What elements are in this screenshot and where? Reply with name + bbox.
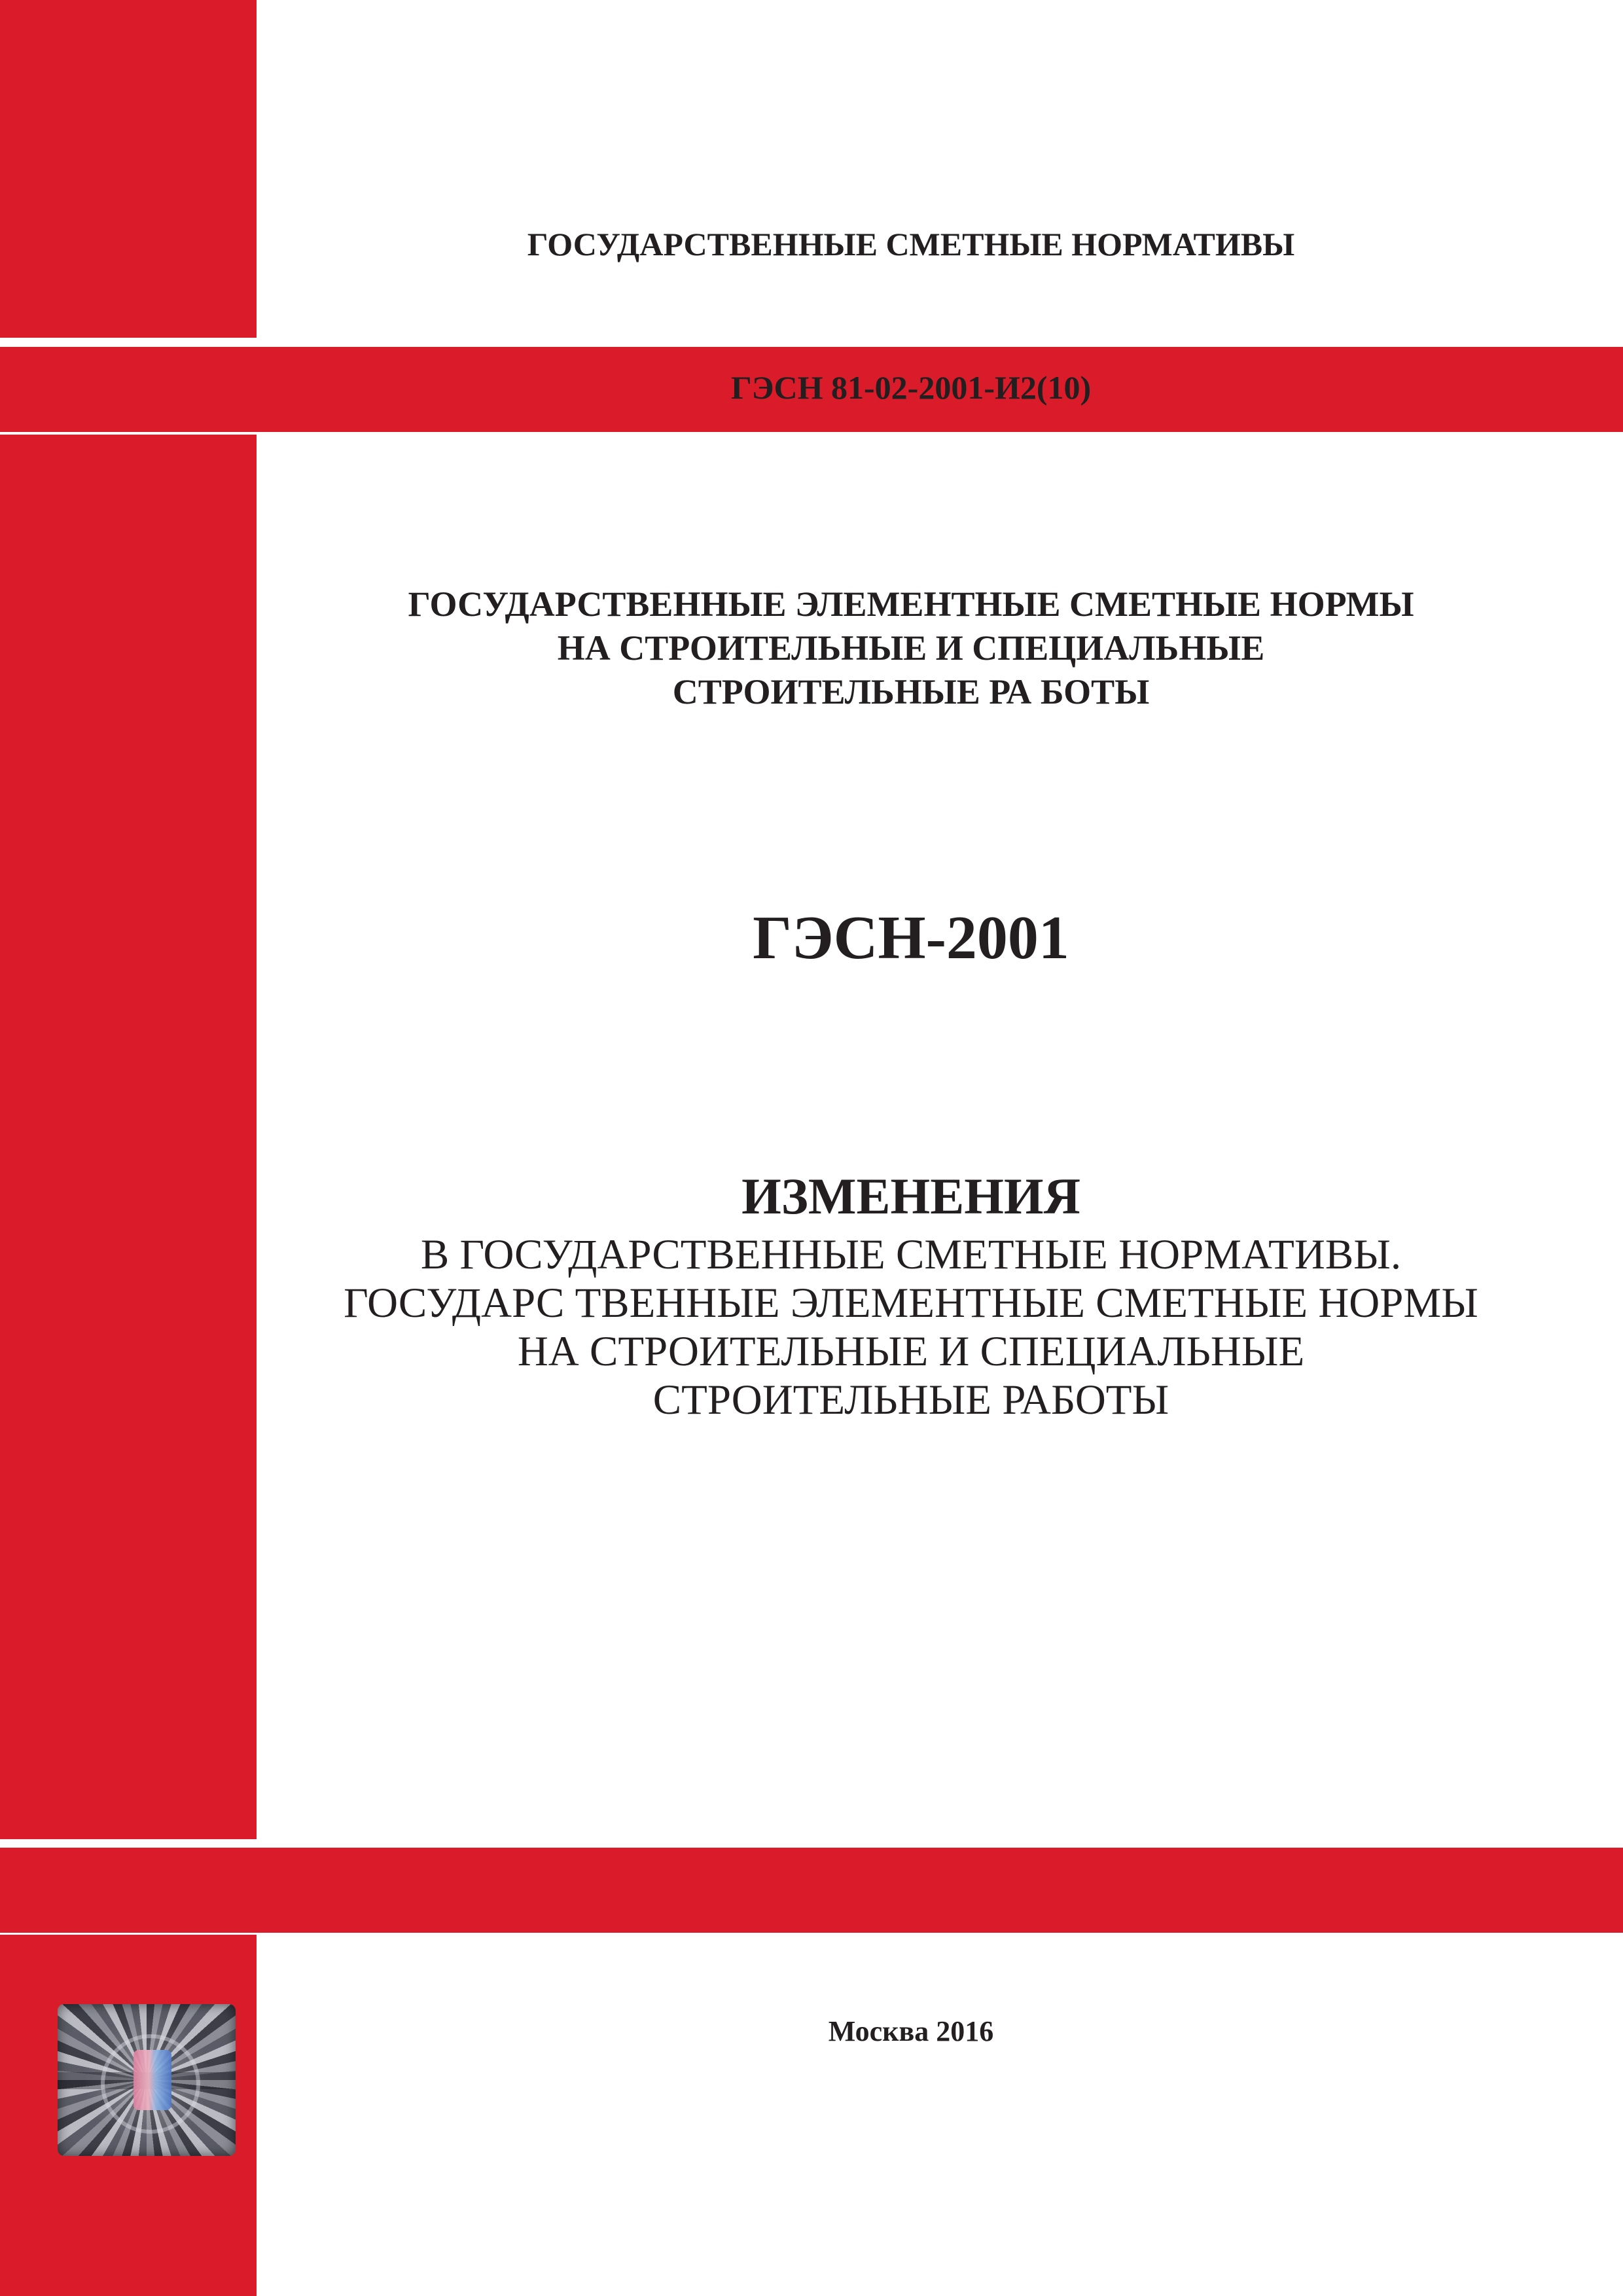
document-code: ГЭСН 81-02-2001-И2(10) bbox=[730, 369, 1092, 406]
changes-description-line: СТРОИТЕЛЬНЫЕ РАБОТЫ bbox=[652, 1376, 1169, 1424]
changes-heading: ИЗМЕНЕНИЯ bbox=[741, 1168, 1080, 1225]
changes-description-line: ГОСУДАРС ТВЕННЫЕ ЭЛЕМЕНТНЫЕ СМЕТНЫЕ НОРМЫ bbox=[344, 1280, 1478, 1327]
hologram-sticker-icon bbox=[58, 2004, 236, 2156]
red-stripe-left-top bbox=[0, 0, 257, 338]
main-title-line: СТРОИТЕЛЬНЫЕ РА БОТЫ bbox=[672, 672, 1150, 711]
changes-description-line: НА СТРОИТЕЛЬНЫЕ И СПЕЦИАЛЬНЫЕ bbox=[517, 1328, 1305, 1375]
footer-place-year: Москва 2016 bbox=[828, 2015, 994, 2047]
short-title: ГЭСН-2001 bbox=[753, 904, 1069, 972]
changes-description bbox=[257, 1230, 1565, 1424]
red-band-bottom bbox=[0, 1848, 1623, 1933]
red-stripe-left-middle bbox=[0, 435, 257, 1839]
changes-description-line: В ГОСУДАРСТВЕННЫЕ СМЕТНЫЕ НОРМАТИВЫ. bbox=[420, 1231, 1402, 1278]
main-title bbox=[257, 583, 1565, 714]
series-title: ГОСУДАРСТВЕННЫЕ СМЕТНЫЕ НОРМАТИВЫ bbox=[527, 226, 1295, 262]
main-title-line: ГОСУДАРСТВЕННЫЕ ЭЛЕМЕНТНЫЕ СМЕТНЫЕ НОРМЫ bbox=[408, 584, 1414, 624]
main-title-line: НА СТРОИТЕЛЬНЫЕ И СПЕЦИАЛЬНЫЕ bbox=[557, 628, 1265, 668]
